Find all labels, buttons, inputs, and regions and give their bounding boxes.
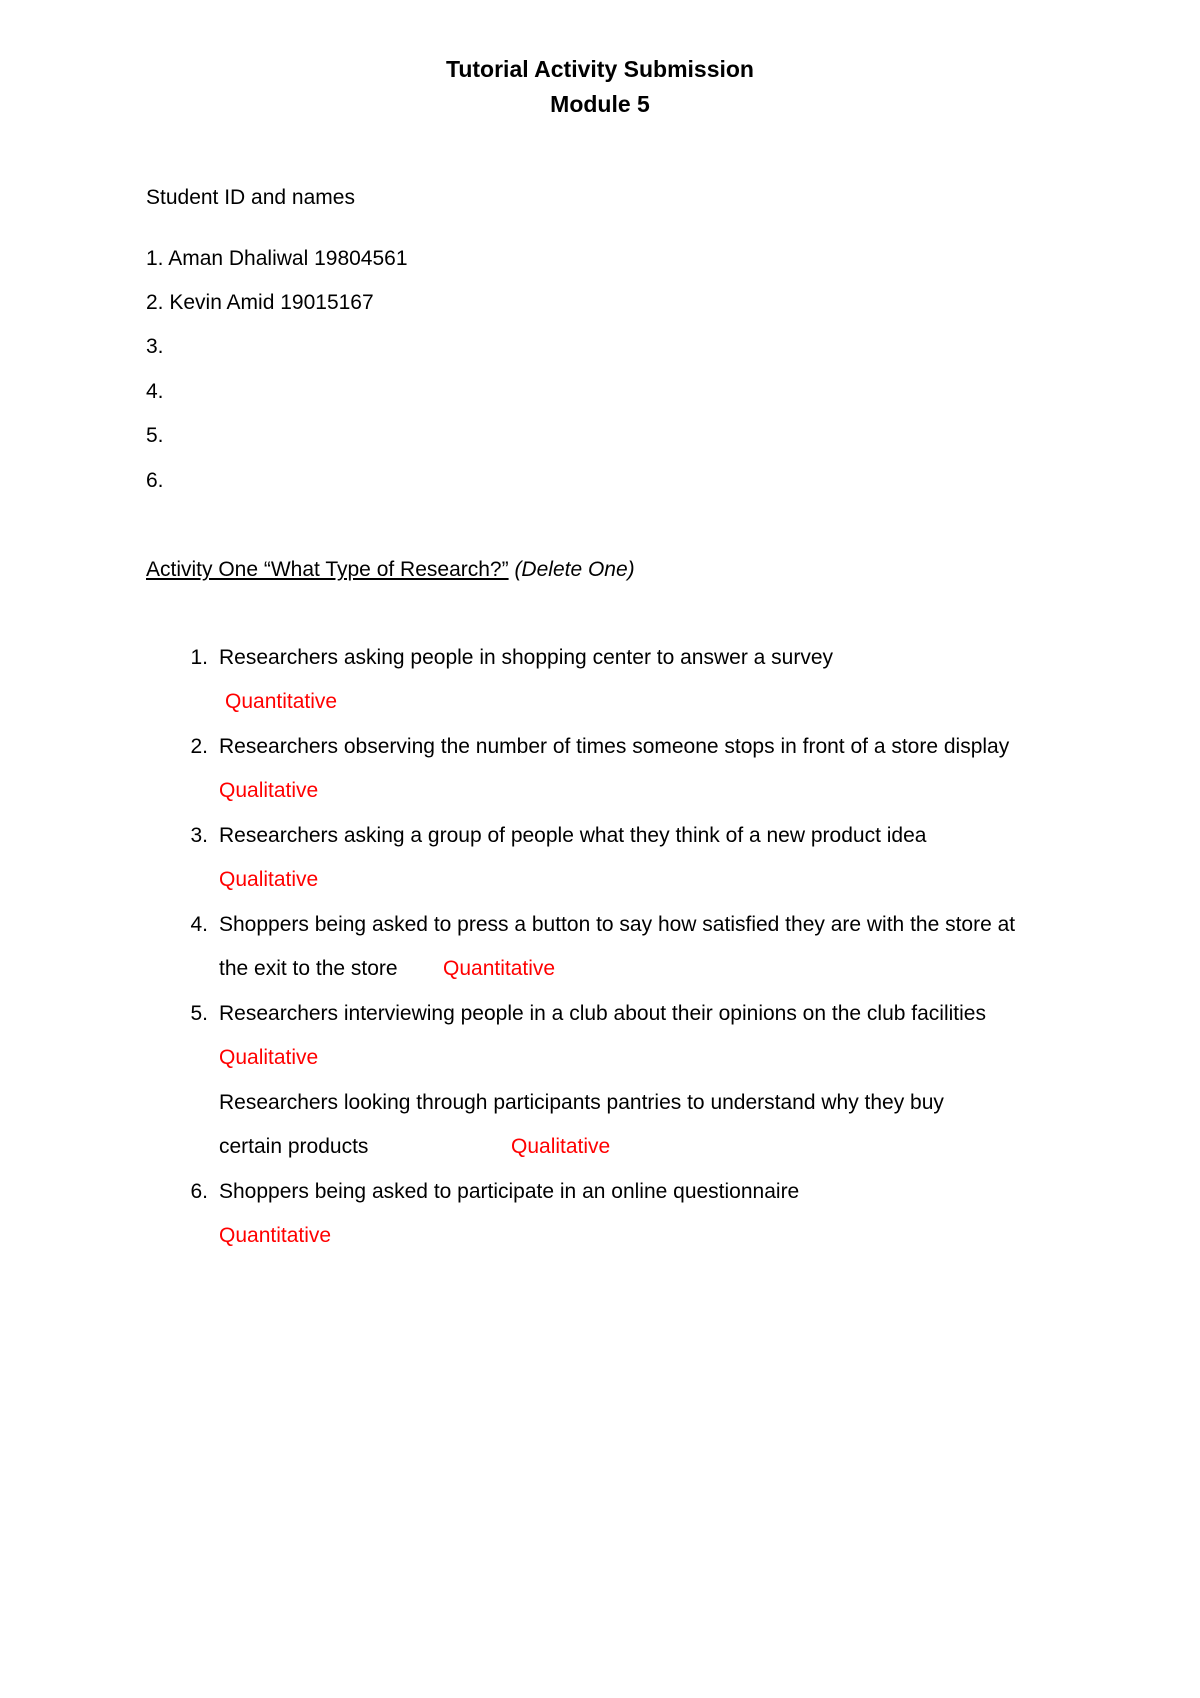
activity-heading-line [146, 558, 635, 582]
question-text-continued: the exit to the store [219, 957, 398, 980]
student-entry: 2. Kevin Amid 19015167 [146, 291, 374, 314]
question-number: 5. [190, 1002, 208, 1025]
document-subtitle: Module 5 [550, 91, 650, 117]
student-entry: 4. [146, 380, 164, 403]
student-entry: 6. [146, 469, 164, 492]
answer-text: Qualitative [219, 779, 319, 802]
answer-text: Qualitative [219, 868, 319, 891]
answer-text: Qualitative [219, 1046, 319, 1069]
answer-text: Quantitative [225, 690, 338, 713]
question-text-continued: certain products [219, 1135, 369, 1158]
activity-heading: Activity One “What Type of Research?” [146, 558, 509, 581]
question-text: Shoppers being asked to press a button to say how satisfied they are with the store at [219, 913, 1016, 936]
question-text: Researchers asking people in shopping center to answer a survey [219, 646, 834, 669]
question-number: 1. [190, 646, 208, 669]
document-title: Tutorial Activity Submission [446, 56, 754, 82]
question-text: Researchers asking a group of people what they think of a new product idea [219, 824, 927, 847]
question-text: Researchers interviewing people in a club about their opinions on the club facilities [219, 1002, 986, 1025]
answer-text: Quantitative [443, 957, 556, 980]
question-number: 6. [190, 1180, 208, 1203]
answer-text: Quantitative [219, 1224, 332, 1247]
student-entry: 3. [146, 335, 164, 358]
question-number: 2. [190, 735, 208, 758]
question-number: 4. [190, 913, 208, 936]
student-entry: 5. [146, 424, 164, 447]
answer-text: Qualitative [511, 1135, 611, 1158]
question-number: 3. [190, 824, 208, 847]
question-text: Researchers looking through participants pantries to understand why they buy [219, 1091, 944, 1114]
question-text: Researchers observing the number of times someone stops in front of a store display [219, 735, 1010, 758]
students-heading: Student ID and names [146, 186, 355, 209]
student-entry: 1. Aman Dhaliwal 19804561 [146, 247, 408, 270]
activity-instruction: (Delete One) [514, 558, 635, 581]
question-text: Shoppers being asked to participate in an online questionnaire [219, 1180, 800, 1203]
